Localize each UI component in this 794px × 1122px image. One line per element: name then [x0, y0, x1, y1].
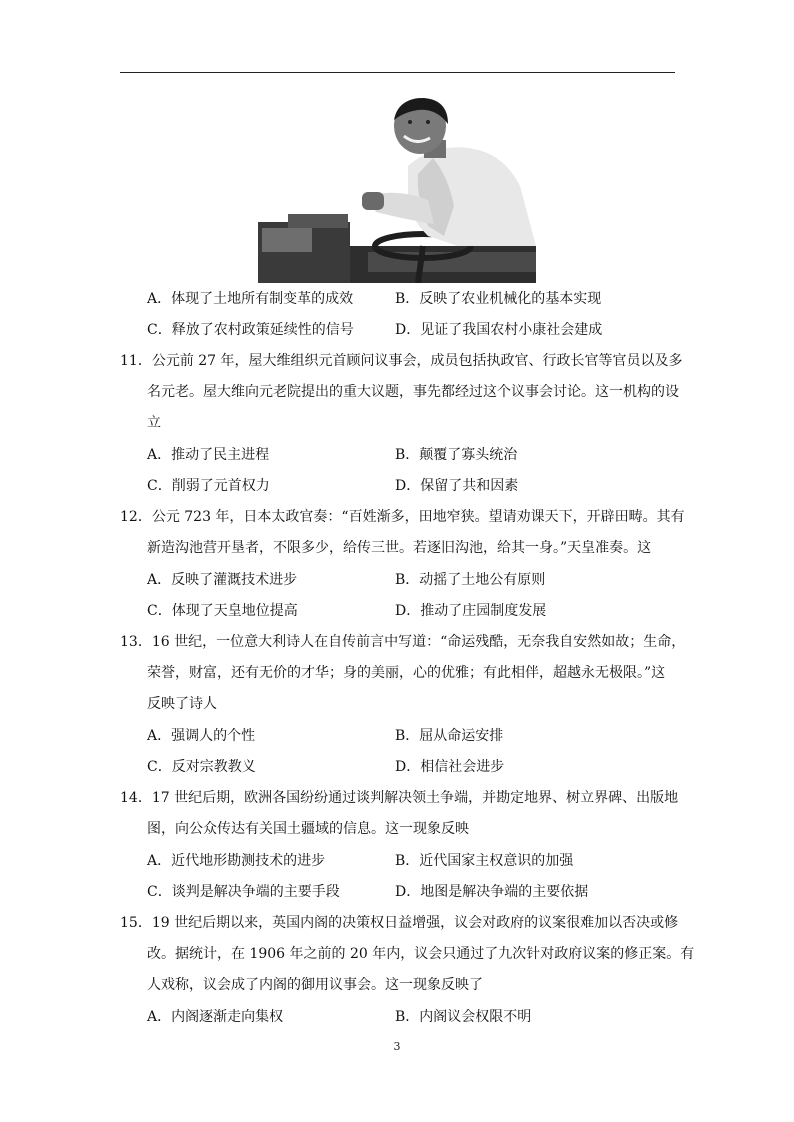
q11-option-b: B．颠覆了寡头统治	[395, 447, 518, 463]
q10-option-d: D．见证了我国农村小康社会建成	[395, 322, 603, 338]
q14-stem-line-2: 图，向公众传达有关国土疆域的信息。这一现象反映	[147, 821, 469, 837]
q13-option-d: D．相信社会进步	[395, 759, 505, 775]
q13-option-b: B．屈从命运安排	[395, 728, 504, 744]
q12-option-c: C．体现了天皇地位提高	[147, 603, 298, 619]
q13-stem-line-2: 荣誉，财富，还有无价的才华；身的美丽，心的优雅；有此相伴，超越永无极限。”这	[147, 665, 666, 681]
q11-stem-line-2: 名元老。屋大维向元老院提出的重大议题，事先都经过这个议事会讨论。这一机构的设	[147, 384, 679, 400]
tractor-driver-photo	[258, 96, 536, 283]
q13-option-a: A．强调人的个性	[147, 728, 256, 744]
q14-option-c: C．谈判是解决争端的主要手段	[147, 884, 340, 900]
page-number: 3	[393, 1040, 401, 1053]
q11-option-c: C．削弱了元首权力	[147, 478, 270, 494]
q11-stem-line-3: 立	[147, 415, 161, 431]
q14-option-a: A．近代地形勘测技术的进步	[147, 853, 326, 869]
q15-stem-line-2: 改。据统计，在 1906 年之前的 20 年内，议会只通过了九次针对政府议案的修正案。有	[147, 946, 695, 962]
q11-stem-line-1: 11．公元前 27 年，屋大维组织元首顾问议事会，成员包括执政官、行政长官等官员以及多	[120, 353, 683, 369]
q15-stem-line-1: 15．19 世纪后期以来，英国内阁的决策权日益增强，议会对政府的议案很难加以否决或修	[120, 915, 679, 931]
q12-option-a: A．反映了灌溉技术进步	[147, 572, 298, 588]
q15-option-b: B．内阁议会权限不明	[395, 1009, 532, 1025]
q15-option-a: A．内阁逐渐走向集权	[147, 1009, 284, 1025]
q11-option-d: D．保留了共和因素	[395, 478, 519, 494]
q12-stem-line-2: 新造沟池营开垦者，不限多少，给传三世。若逐旧沟池，给其一身。”天皇准奏。这	[147, 540, 652, 556]
q13-stem-line-3: 反映了诗人	[147, 696, 217, 712]
q12-stem-line-1: 12．公元 723 年，日本太政官奏：“百姓渐多，田地窄狭。望请劝课天下，开辟田畴。其有	[120, 509, 685, 525]
q10-option-a: A．体现了土地所有制变革的成效	[147, 291, 354, 307]
q14-option-b: B．近代国家主权意识的加强	[395, 853, 574, 869]
q13-stem-line-1: 13．16 世纪，一位意大利诗人在自传前言中写道：“命运残酷，无奈我自安然如故；生命，	[120, 634, 686, 650]
q10-option-b: B．反映了农业机械化的基本实现	[395, 291, 602, 307]
q15-stem-line-3: 人戏称，议会成了内阁的御用议事会。这一现象反映了	[147, 977, 483, 993]
q12-option-d: D．推动了庄园制度发展	[395, 603, 547, 619]
q13-option-c: C．反对宗教教义	[147, 759, 256, 775]
q14-option-d: D．地图是解决争端的主要依据	[395, 884, 589, 900]
header-rule	[120, 72, 675, 73]
q12-option-b: B．动摇了土地公有原则	[395, 572, 546, 588]
q11-option-a: A．推动了民主进程	[147, 447, 270, 463]
q14-stem-line-1: 14．17 世纪后期，欧洲各国纷纷通过谈判解决领土争端，并勘定地界、树立界碑、出版地	[120, 790, 679, 806]
q10-option-c: C．释放了农村政策延续性的信号	[147, 322, 354, 338]
